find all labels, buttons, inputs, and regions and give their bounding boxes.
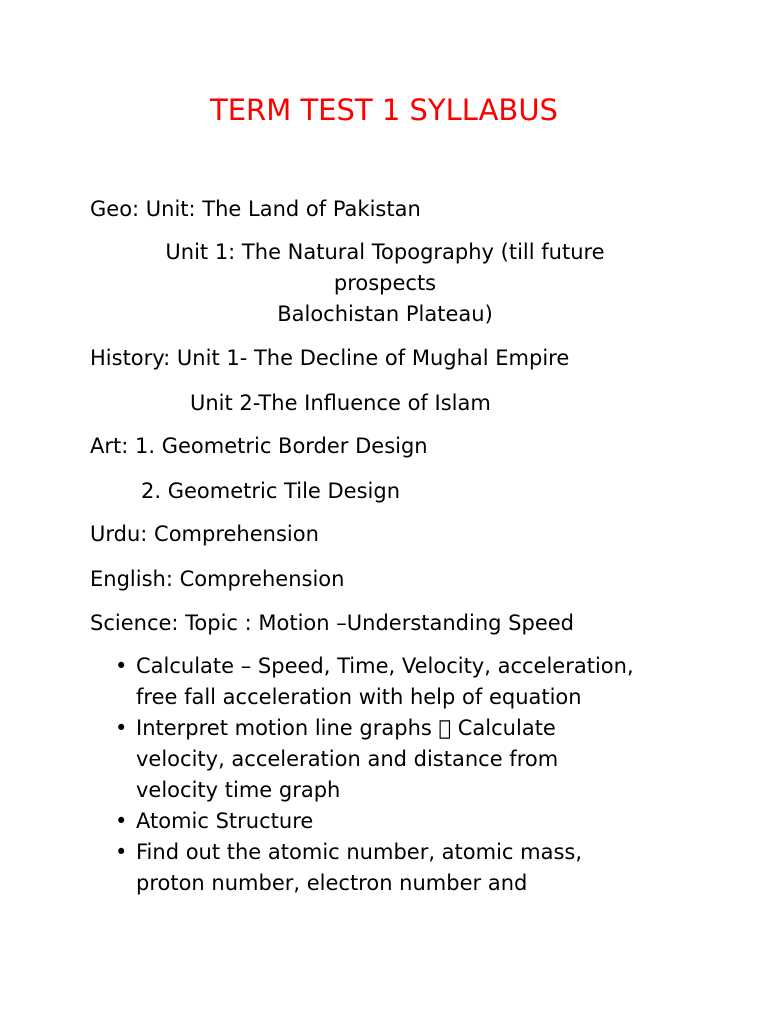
bullet-icon: • (115, 716, 128, 740)
bullet-icon: • (115, 840, 128, 864)
list-item: • Find out the atomic number, atomic mass, proton number, electron number and (90, 837, 710, 899)
geo-unit1-line3: Balochistan Plateau) (277, 302, 493, 326)
page-title: TERM TEST 1 SYLLABUS (210, 93, 558, 127)
science-bullet-list (90, 651, 710, 899)
geo-line: Geo: Unit: The Land of Pakistan (90, 197, 421, 221)
urdu-line: Urdu: Comprehension (90, 522, 319, 546)
english-line: English: Comprehension (90, 567, 345, 591)
art-item2: 2. Geometric Tile Design (141, 479, 401, 503)
geo-unit1-line2: prospects (333, 271, 437, 295)
history-unit2: Unit 2-The Influence of Islam (190, 391, 491, 415)
art-line: Art: 1. Geometric Border Design (90, 434, 428, 458)
bullet-icon: • (115, 809, 128, 833)
bullet-icon: • (115, 654, 128, 678)
geo-unit1-block (90, 237, 680, 330)
science-line: Science: Topic : Motion –Understanding Speed (90, 611, 574, 635)
list-item: • Interpret motion line graphs Calculate velocity, acceleration and distance from velocity time graph (90, 713, 710, 806)
history-line: History: Unit 1- The Decline of Mughal Empire (90, 346, 570, 370)
list-item: • Calculate – Speed, Time, Velocity, acceleration, free fall acceleration with help of equation (90, 651, 710, 713)
geo-unit1-line1: Unit 1: The Natural Topography (till future (165, 240, 605, 264)
list-item: • Atomic Structure (90, 806, 710, 837)
